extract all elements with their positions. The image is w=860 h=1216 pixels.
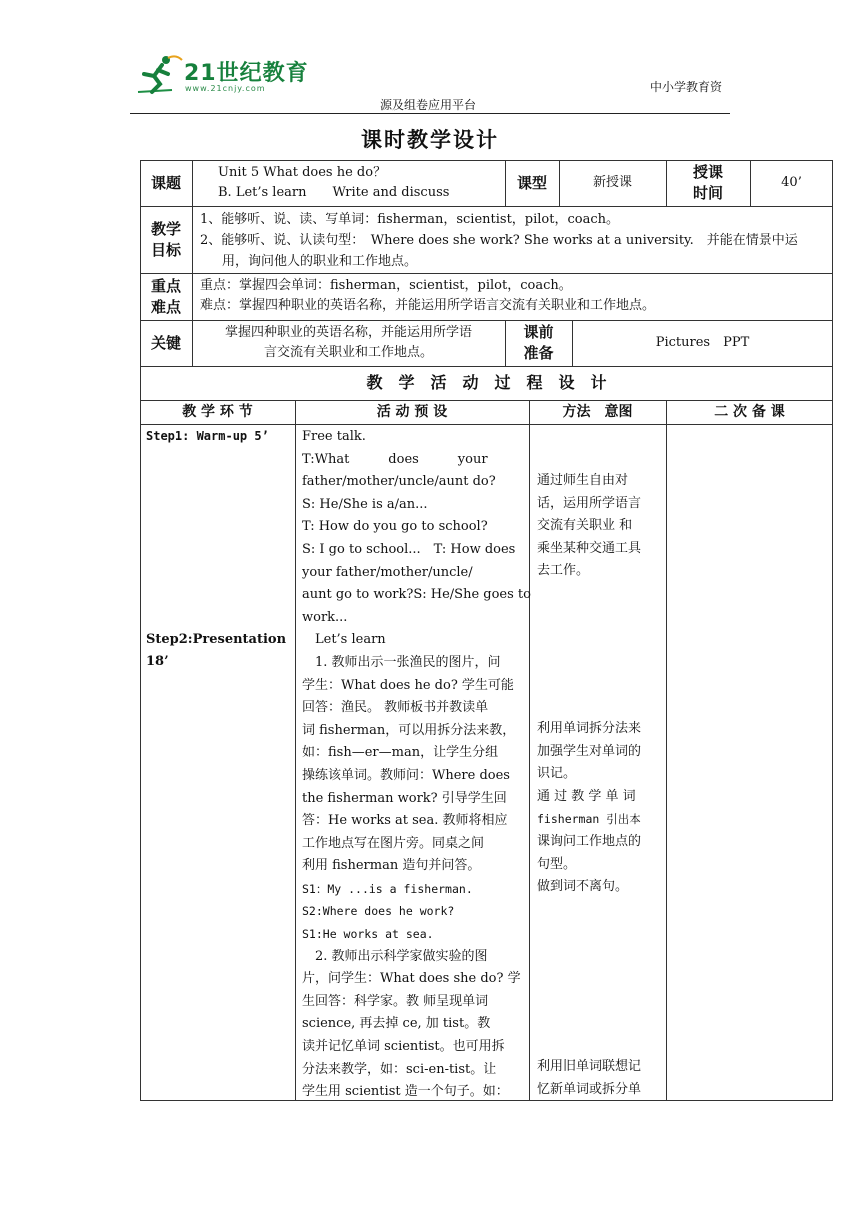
divider [192,206,193,273]
text-line: 识记。 [537,766,577,782]
activity-body [302,426,531,1104]
topic-line-1: Unit 5 What does he do？ [218,165,387,180]
text-line: T:What does your [302,451,488,467]
text-line: S2:Where does he work? [302,904,455,919]
text-line: 利用旧单词联想记 [537,1059,642,1074]
text-line: the fisherman work? 引导学生回 [302,790,507,806]
col-header-step: 教 学 环 节 [182,404,253,420]
header-right-text: 中小学教育资 [650,80,723,94]
divider [192,273,193,320]
text-line: your father/mother/uncle/ [302,564,473,580]
topic-line-2: B. Let’s learn Write and discuss [218,185,450,200]
text-line: 如：fish—er—man，让学生分组 [302,745,499,761]
text-line: 回答：渔民。 教师板书并教读单 [302,700,489,716]
text-line: 生回答：科学家。教 师呈现单词 [302,993,489,1009]
text-line: 操练该单词。教师问：Where does [302,767,510,783]
section-title: 教 学 活 动 过 程 设 计 [366,373,607,392]
text-line: 乘坐某种交通工具 [537,540,642,556]
type-label: 课型 [516,173,547,192]
goal-line-1: 1、能够听、说、读、写单词：fisherman，scientist，pilot，coach。 [200,212,619,227]
text-line: 1. 教师出示一张渔民的图片，问 [302,654,501,670]
divider [295,400,296,1101]
text-line: 学生：What does he do? 学生可能 [302,677,514,693]
text-line: 分法来教学，如：sci-en-tist。让 [302,1061,497,1077]
text-line: S: I go to school... T: How does [302,541,516,557]
goal-text [200,209,832,272]
text-line: 答：He works at sea. 教师将相应 [302,813,508,829]
text-line: 2. 教师出示科学家做实验的图 [302,948,488,964]
text-line: 学生用 scientist 造一个句子。如： [302,1084,509,1100]
text-line: work... [302,609,348,625]
crux-text [192,320,505,366]
method-note-3 [537,1056,661,1101]
col-header-notes: 二 次 备 课 [714,404,785,420]
goal-label: 教学 目标 [150,219,181,259]
topic-label: 课题 [150,173,181,192]
text-line: 做到词不离句。 [537,879,629,895]
prep-value: Pictures PPT [655,335,750,350]
text-line: Let’s learn [302,632,386,648]
key-line-2: 难点：掌握四种职业的英语名称，并能运用所学语言交流有关职业和工作地点。 [200,298,656,313]
col-header-activity: 活 动 预 设 [376,404,448,420]
key-line-1: 重点：掌握四会单词：fisherman，scientist，pilot，coach。 [200,278,572,293]
key-text [200,276,832,316]
text-line: 通过师生自由对 [537,473,629,488]
text-line: T: How do you go to school? [302,519,488,535]
crux-line-2: 言交流有关职业和工作地点。 [263,345,433,360]
text-line: father/mother/uncle/aunt do? [302,474,496,490]
document-title: 课时教学设计 [361,127,499,152]
text-line: Free talk. [302,429,366,444]
goal-line-3: 用，询问他人的职业和工作地点。 [222,254,418,269]
divider [666,400,667,1101]
text-line: S1：My ...is a fisherman. [302,881,473,896]
text-line: 工作地点写在图片旁。同桌之间 [302,835,485,851]
time-label: 授课 时间 [692,163,723,202]
text-line: S: He/She is a/an... [302,496,428,512]
text-line: 通 过 教 学 单 词 [537,788,636,804]
text-line: 加强学生对单词的 [537,743,642,759]
divider [140,273,833,274]
text-line: 句型。 [537,856,577,872]
text-line: aunt go to work?S: He/She goes to [302,587,531,603]
header-divider [130,113,730,114]
text-line: 课询问工作地点的 [537,833,642,849]
divider [140,206,833,207]
text-line: 片，问学生：What does she do? 学 [302,971,521,987]
method-note-2 [537,718,661,899]
divider [192,160,193,206]
text-line: 交流有关职业 和 [537,518,633,534]
method-note-1 [537,470,661,583]
logo-url: www.21cnjy.com [185,84,266,93]
time-value: 40’ [781,175,802,190]
header-center-text: 源及组卷应用平台 [380,98,477,112]
text-line: 利用单词拆分法来 [537,721,642,736]
text-line: science, 再去掉 ce, 加 tist。教 [302,1016,491,1032]
crux-label: 关键 [150,333,181,352]
prep-label: 课前 准备 [523,323,554,362]
type-value: 新授课 [592,175,632,190]
text-line: 词 fisherman，可以用拆分法来教， [302,722,516,738]
text-line: fisherman 引出本 [537,812,641,827]
logo-text: 21世纪教育 [184,61,309,86]
topic-value [218,163,503,203]
step1-label: Step1: Warm-up 5’ [146,429,269,443]
page-header [0,0,860,120]
crux-line-1: 掌握四种职业的英语名称，并能运用所学语 [224,325,472,340]
step2-label: Step2:Presentation 18’ [146,632,287,669]
col-header-method: 方法 意图 [562,404,633,420]
goal-line-2: 2、能够听、说、认读句型： Where does she work? She works at a university. 并能在情景中运 [200,233,798,248]
text-line: 利用 fisherman 造句并问答。 [302,858,481,874]
divider [140,424,833,425]
text-line: 忆新单词或拆分单 [537,1081,642,1097]
divider [529,400,530,1101]
text-line: S1:He works at sea. [302,927,434,942]
text-line: 去工作。 [537,563,590,579]
text-line: 读并记忆单词 scientist。也可用拆 [302,1039,505,1055]
key-label: 重点 难点 [150,276,181,316]
text-line: 话，运用所学语言 [537,495,642,511]
